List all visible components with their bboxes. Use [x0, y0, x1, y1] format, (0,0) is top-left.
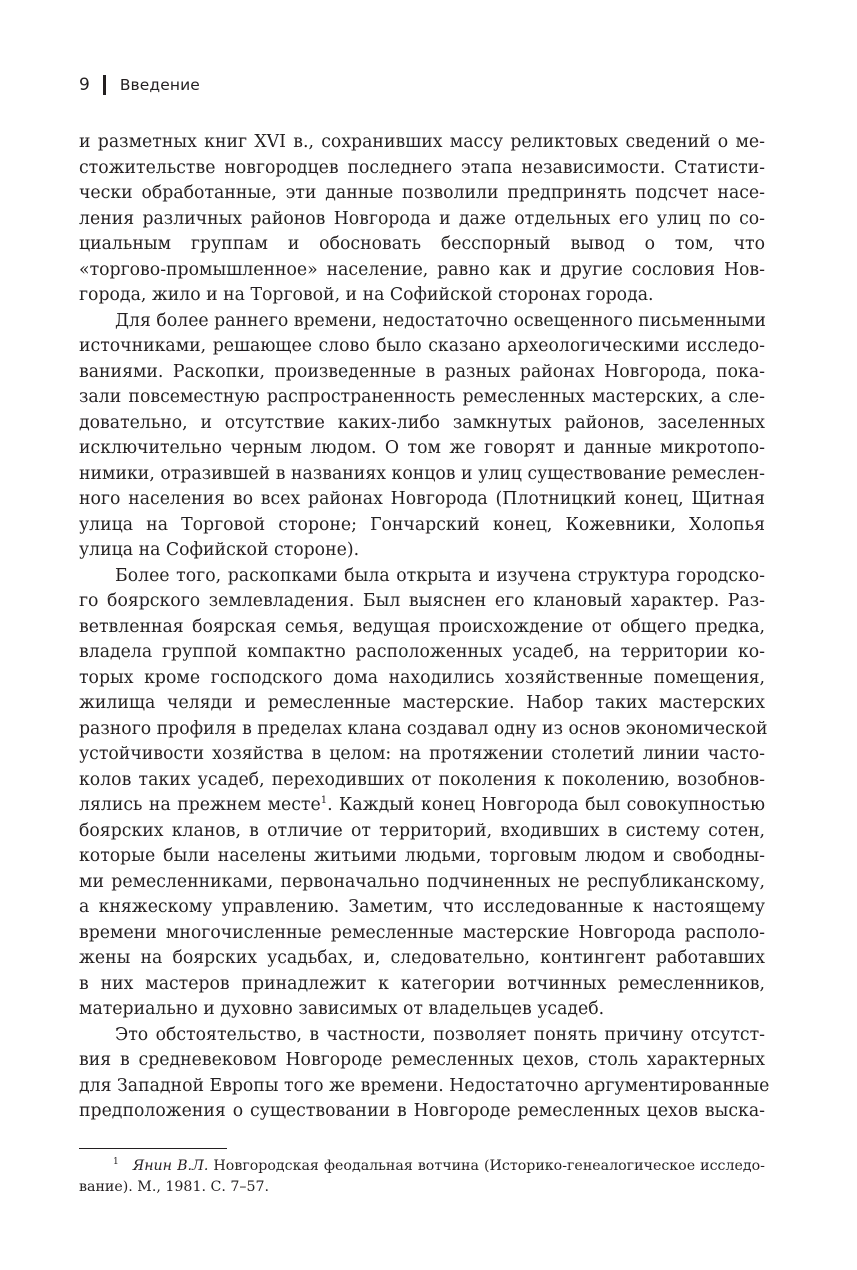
text-line: ваниями. Раскопки, произведенные в разных районах Новгорода, пока- — [79, 361, 765, 382]
text-line: лялись на прежнем месте$^1$. Каждый конец Новгорода был совокупностью — [79, 795, 765, 815]
text-line: времени многочисленные ремесленные мастерские Новгорода располо- — [79, 922, 765, 943]
text-line: зали повсеместную распространенность ремесленных мастерских, а сле- — [79, 387, 765, 407]
footnote-author: Янин В.Л. — [132, 1158, 209, 1174]
paragraph — [79, 564, 768, 1023]
text-line: города, жило и на Торговой, и на Софийской сторонах города. — [79, 285, 654, 305]
text-line: а княжескому управлению. Заметим, что исследованные к настоящему — [79, 897, 765, 917]
text-line: устойчивости хозяйства в целом: на протяжении столетий линии часто- — [79, 744, 765, 764]
text-line: стожительстве новгородцев последнего этапа независимости. Статисти- — [79, 157, 765, 178]
text-line: предположения о существовании в Новгороде ремесленных цехов выска- — [79, 1101, 765, 1121]
text-line: источниками, решающее слово было сказано археологическими исследо- — [79, 336, 765, 356]
text-line: материально и духовно зависимых от владельцев усадеб. — [79, 999, 605, 1019]
footnote-divider — [79, 1148, 227, 1149]
footnote — [79, 1156, 765, 1198]
text-line: которые были населены житьими людьми, торговым людом и свободны- — [79, 846, 765, 866]
text-line: колов таких усадеб, переходивших от поколения к поколению, возобнов- — [79, 769, 765, 790]
text-line: чески обработанные, эти данные позволили предпринять подсчет насе- — [79, 183, 765, 203]
main-text — [79, 130, 770, 1125]
text-line: улица на Торговой стороне; Гончарский конец, Кожевники, Холопья — [79, 514, 765, 535]
text-line: исключительно черным людом. О том же говорят и данные микротопо- — [79, 438, 765, 458]
text-line: нимики, отразившей в названиях концов и улиц существование ремеслен- — [79, 463, 765, 484]
text-line: вия в средневековом Новгороде ремесленных цехов, столь характерных — [79, 1050, 765, 1070]
text-line: ного населения во всех районах Новгорода (Плотницкий конец, Щитная — [79, 489, 765, 509]
paragraph — [79, 309, 765, 564]
text-line: Более того, раскопками была открыта и изучена структура городско- — [115, 565, 765, 586]
page-number: 9 — [79, 75, 90, 95]
text-line: жилища челяди и ремесленные мастерские. Набор таких мастерских — [79, 693, 765, 713]
footnote-reference[interactable]: 1 — [320, 795, 328, 807]
paragraph — [79, 130, 765, 309]
text-line: для Западной Европы того же времени. Недостаточно аргументированные — [79, 1075, 770, 1096]
text-line: улица на Софийской стороне). — [79, 540, 360, 560]
text-line: в них мастеров принадлежит к категории вотчинных ремесленников, — [79, 973, 765, 994]
text-line: довательно, и отсутствие каких-либо замкнутых районов, заселенных — [79, 412, 765, 433]
text-line: ления различных районов Новгорода и даже отдельных его улиц по со- — [79, 208, 765, 229]
header-divider — [103, 75, 106, 95]
text-line: владела группой компактно расположенных усадеб, на территории ко- — [79, 642, 765, 662]
text-line: торых кроме господского дома находились хозяйственные помещения, — [79, 667, 765, 688]
section-title: Введение — [119, 76, 200, 94]
text-line: Это обстоятельство, в частности, позволяет понять причину отсутст- — [115, 1024, 765, 1045]
footnote-line: вание). М., 1981. С. 7–57. — [79, 1179, 270, 1195]
text-line: и разметных книг XVI в., сохранивших массу реликтовых сведений о ме- — [79, 132, 765, 152]
text-line: «торгово-промышленное» население, равно как и другие сословия Нов- — [79, 259, 765, 280]
text-line: ветвленная боярская семья, ведущая происхождение от общего предка, — [79, 616, 765, 637]
text-line: циальным группам и обосновать бесспорный вывод о том, что — [79, 234, 765, 254]
text-line: го боярского землевладения. Был выяснен его клановый характер. Раз- — [79, 591, 765, 611]
footnote-line — [79, 1156, 765, 1177]
paragraph — [79, 1023, 770, 1125]
text-line: жены на боярских усадьбах, и, следовательно, контингент работавших — [79, 948, 765, 968]
text-line: Для более раннего времени, недостаточно освещенного письменными — [115, 310, 766, 331]
footnote-number: 1 — [113, 1157, 119, 1168]
running-head — [79, 72, 200, 98]
text-line: ми ремесленниками, первоначально подчиненных не республиканскому, — [79, 871, 765, 892]
text-line: боярских кланов, в отличие от территорий, входивших в систему сотен, — [79, 820, 765, 841]
text-line: разного профиля в пределах клана создавал одну из основ экономической — [79, 718, 768, 739]
footnote-text: Новгородская феодальная вотчина (Историко-генеалогическое исследо- — [208, 1158, 765, 1174]
